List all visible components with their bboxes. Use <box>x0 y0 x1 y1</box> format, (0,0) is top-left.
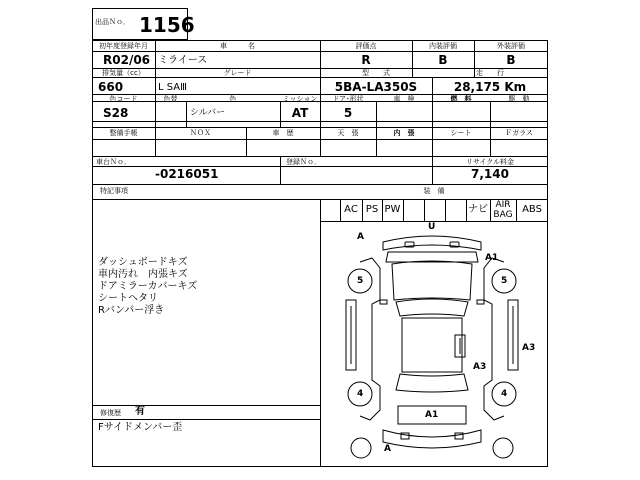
damage-mark-a3-center: A3 <box>473 362 487 372</box>
mission-value: AT <box>291 106 309 120</box>
nox-label: ＮＯＸ <box>190 129 211 137</box>
interior-trim-label: 内 張 <box>393 129 415 137</box>
car-damage-diagram <box>321 222 547 466</box>
color-code-label: 色コード <box>109 95 138 103</box>
model-value: 5BA-LA350S <box>334 80 418 94</box>
score-label: 評価点 <box>355 42 377 50</box>
lot-number: 1156 <box>139 13 195 37</box>
fglass-label: Ｆガラス <box>505 129 533 137</box>
damage-mark-five-right: 5 <box>501 276 508 286</box>
displacement-label: 排気量（cc） <box>102 69 145 77</box>
equipment-navi: ナビ <box>468 204 488 215</box>
remark-line: Rバンパー浮き <box>98 305 165 316</box>
color-change-label: 色替 <box>163 95 178 103</box>
damage-mark-five-left: 5 <box>357 276 364 286</box>
remark-line: ダッシュボードキズ <box>98 257 188 268</box>
fuel-label: 燃 料 <box>450 95 472 103</box>
repair-history-note: Fサイドメンバー歪 <box>98 422 183 433</box>
remarks-label: 特記事項 <box>100 187 128 195</box>
chassis-value: -0216051 <box>155 167 219 181</box>
registration-label: 登録Ｎｏ． <box>286 158 321 166</box>
drive-label: 駆 動 <box>508 95 530 103</box>
repair-history-value: 有 <box>135 406 145 417</box>
car-name-label: 車 名 <box>220 42 255 50</box>
history-label: 車 歴 <box>272 129 294 137</box>
repair-history-label: 修復歴 <box>100 409 121 417</box>
damage-mark-a1-right: A1 <box>485 253 499 263</box>
recycle-label: リサイクル料金 <box>465 158 515 166</box>
doors-label: ドア･形状 <box>332 95 364 103</box>
roof-label: 天 張 <box>337 129 359 137</box>
equipment-abs: ABS <box>522 204 542 215</box>
year-label: 初年度登録年月 <box>99 42 148 50</box>
mileage-value: 28,175 Km <box>453 80 527 94</box>
damage-mark-four-left: 4 <box>357 389 364 399</box>
grade-label: グレード <box>223 69 252 77</box>
damage-mark-a-rear: A <box>384 444 391 454</box>
exterior-score-label: 外装評価 <box>497 42 525 50</box>
score-value: R <box>361 53 371 67</box>
manual-label: 整備手帳 <box>109 129 138 137</box>
equipment-pw: PW <box>384 204 401 215</box>
equipment-airbag: AIR BAG <box>493 200 513 220</box>
damage-mark-a1-rear: A1 <box>425 410 439 420</box>
inspection-label: 車 検 <box>393 95 415 103</box>
remark-line: 車内汚れ 内張キズ <box>98 269 188 280</box>
equipment-ac: AC <box>344 204 358 215</box>
damage-mark-four-right: 4 <box>501 389 508 399</box>
equipment-label: 装 備 <box>423 187 445 195</box>
displacement-value: 660 <box>98 80 124 94</box>
recycle-value: 7,140 <box>471 167 509 181</box>
interior-score-label: 内装評価 <box>429 42 457 50</box>
mileage-label: 走 行 <box>476 69 504 77</box>
remark-line: ドアミラーカバーキズ <box>98 281 198 292</box>
lot-number-label: 出品Ｎｏ． <box>95 18 130 26</box>
interior-score-value: B <box>438 53 448 67</box>
car-name-value: ミライース <box>158 55 208 66</box>
exterior-score-value: B <box>506 53 516 67</box>
grade-value: L SAⅢ <box>158 82 188 93</box>
color-label: 色 <box>229 95 237 103</box>
doors-value: 5 <box>343 106 353 120</box>
mission-label: ミッション <box>282 95 318 103</box>
damage-mark-a3-right: A3 <box>522 343 536 353</box>
damage-mark-u-front: U <box>428 222 436 232</box>
color-value: シルバー <box>190 108 226 118</box>
equipment-ps: PS <box>365 204 379 215</box>
model-label: 型 式 <box>362 69 390 77</box>
damage-mark-a-front-left: A <box>357 232 364 242</box>
year-value: R02/06 <box>103 53 151 67</box>
remark-line: シートヘタリ <box>98 293 158 304</box>
chassis-label: 車台Ｎｏ． <box>96 158 131 166</box>
seat-label: シート <box>450 129 472 137</box>
color-code-value: S28 <box>103 106 129 120</box>
